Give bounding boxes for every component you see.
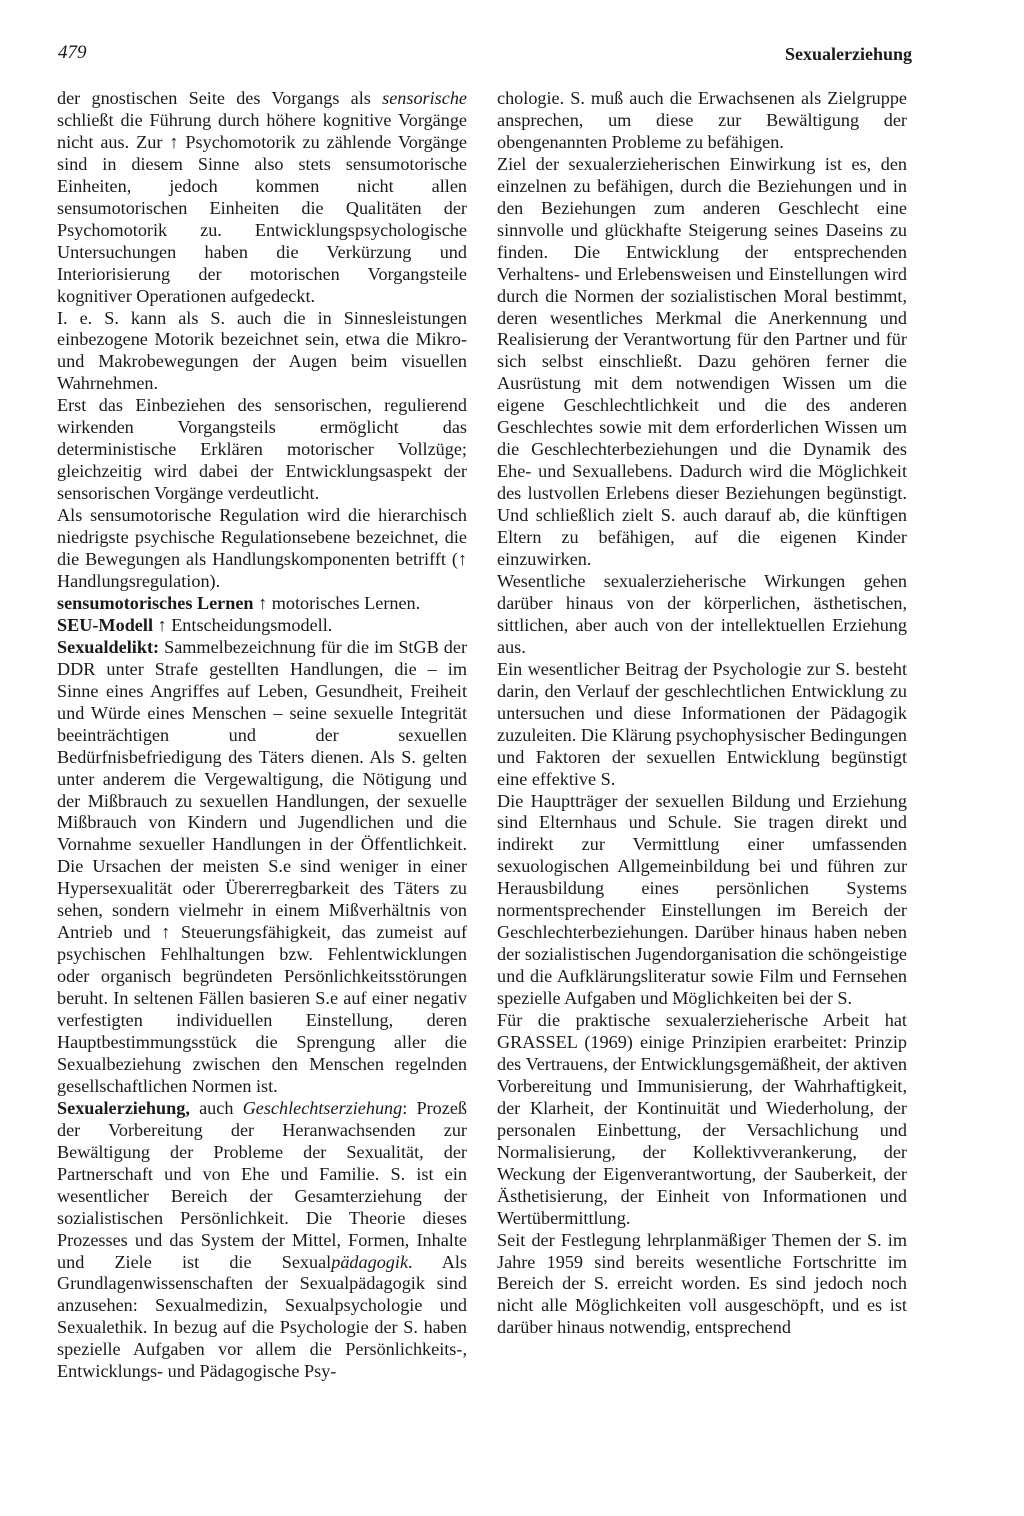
paragraph: Seit der Festlegung lehrplanmäßiger Themen der S. im Jahre 1959 sind bereits wesentliche Fortschritte im Bereich der S. erreicht worden. Es sind jedoch noch nicht alle Möglichkeiten voll ausgeschöpft, und es ist darüber hinaus notwendig, entsprechend — [497, 1229, 907, 1338]
entry-term: Sexualerziehung, — [57, 1097, 190, 1118]
entry-term: sensumotorisches Lernen — [57, 592, 254, 613]
entry-seu-modell: SEU-Modell ↑ Entscheidungsmodell. — [57, 614, 333, 635]
entry-sexualdelikt: Sexualdelikt: Sammelbezeichnung für die im StGB der DDR unter Strafe gestellten Handlungen, die – im Sinne eines Angriffes auf Leben, Gesundheit, Freiheit und Würde eines Menschen – seine sexuelle Integrität beeinträchtigen und der sexuellen Bedürfnisbefriedigung des Täters dienen. Als S. gelten unter anderem die Vergewaltigung, die Nötigung und der Mißbrauch zu sexuellen Handlungen, der sexuelle Mißbrauch von Kindern und Jugendlichen und die Vornahme sexueller Handlungen in der Öffentlichkeit. Die Ursachen der meisten S.e sind weniger in einer Hypersexualität oder Übererregbarkeit des Täters zu sehen, sondern vielmehr in einem Mißverhältnis von Antrieb und ↑ Steuerungsfähigkeit, das zumeist auf psychischen Fehlhaltungen bzw. Fehlentwicklungen oder organisch begründeten Persönlichkeitsstörungen beruht. In seltenen Fällen basieren S.e auf einer negativ verfestigten individuellen Einstellung, deren Hauptbestimmungsstück die Sprengung aller die Sexualbeziehung zwischen den Menschen regelnden gesellschaftlichen Normen ist. — [57, 636, 467, 1096]
paragraph: Als sensumotorische Regulation wird die hierarchisch niedrigste psychische Regulationsebene bezeichnet, die die Bewegungen als Handlungskomponenten betrifft (↑ Handlungsregulation). — [57, 505, 467, 591]
paragraph: Ein wesentlicher Beitrag der Psychologie zur S. besteht darin, den Verlauf der geschlechtlichen Entwicklung zu untersuchen und diese Informationen der Pädagogik zuzuleiten. Die Klärung psychophysischer Bedingungen und Faktoren der sexuellen Entwicklung begünstigt eine effektive S. — [497, 658, 907, 789]
paragraph: Wesentliche sexualerzieherische Wirkungen gehen darüber hinaus von der körperlichen, ästhetischen, sittlichen, aber auch von der intellektuellen Erziehung aus. — [497, 570, 907, 657]
running-head: Sexualerziehung — [784, 44, 912, 64]
right-column — [497, 88, 907, 1339]
paragraph: I. e. S. kann als S. auch die in Sinnesleistungen einbezogene Motorik bezeichnet sein, etwa die Mikro- und Makrobewegungen der Augen beim visuellen Wahrnehmen. — [57, 307, 467, 394]
entry-sensumotorisches-lernen: sensumotorisches Lernen ↑ motorisches Lernen. — [57, 592, 421, 613]
entry-sexualerziehung: Sexualerziehung, auch Geschlechtserziehung: Prozeß der Vorbereitung der Heranwachsenden zur Bewältigung der Probleme der Sexualität, der Partnerschaft und von Ehe und Familie. S. ist ein wesentlicher Bereich der Gesamterziehung der sozialistischen Persönlichkeit. Die Theorie dieses Prozesses und das System der Mittel, Formen, Inhalte und Ziele ist die Sexualpädagogik. Als Grundlagenwissenschaften der Sexualpädagogik sind anzusehen: Sexualmedizin, Sexualpsychologie und Sexualethik. In bezug auf die Psychologie der S. haben spezielle Aufgaben vor allem die Persönlichkeits-, Entwicklungs- und Pädagogische Psy- — [57, 1097, 468, 1382]
term-italic: sensorische — [382, 88, 467, 108]
paragraph: Für die praktische sexualerzieherische Arbeit hat GRASSEL (1969) einige Prinzipien erarbeitet: Prinzip des Vertrauens, der Entwicklungsgemäßheit, der aktiven Vorbereitung und Immunisierung, der Wahrhaftigkeit, der Klarheit, der Kontinuität und Wiederholung, der personalen Einbettung, der Versachlichung und Normalisierung, der Kollektivverankerung, der Weckung der Eigenverantwortung, der Sauberkeit, der Ästhetisierung, der Einheit von Informationen und Wertübermittlung. — [497, 1010, 907, 1228]
paragraph: chologie. S. muß auch die Erwachsenen als Zielgruppe ansprechen, um diese zur Bewältigung der obengenannten Probleme zu befähigen. — [497, 88, 907, 152]
page-number: 479 — [58, 42, 87, 63]
term-italic: Geschlechtserziehung — [242, 1097, 403, 1118]
entry-term: SEU-Modell — [57, 614, 153, 635]
paragraph: Erst das Einbeziehen des sensorischen, regulierend wirkenden Vorgangsteils ermöglicht das deterministische Erklären motorischer Vollzüge; gleichzeitig wird dabei der Entwicklungsaspekt der sensorischen Vorgänge verdeutlicht. — [57, 395, 467, 504]
paragraph: der gnostischen Seite des Vorgangs als sensorische schließt die Führung durch höhere kognitive Vorgänge nicht aus. Zur ↑ Psychomotorik zu zählende Vorgänge sind in diesem Sinne also stets sensumotorische Einheiten, jedoch kommen nicht allen sensumotorischen Einheiten die Qualitäten der Psychomotorik zu. Entwicklungspsychologische Untersuchungen haben die Verkürzung und Interiorisierung der motorischen Vorgangsteile kognitiver Operationen aufgedeckt. — [57, 88, 467, 306]
entry-term: Sexualdelikt: — [57, 636, 160, 657]
paragraph: Ziel der sexualerzieherischen Einwirkung ist es, den einzelnen zu befähigen, durch die Beziehungen und in den Beziehungen zum anderen Geschlecht eine sinnvolle und glückhafte Steigerung seines Daseins zu finden. Die Entwicklung der entsprechenden Verhaltens- und Erlebensweisen und Einstellungen wird durch die Normen der sozialistischen Moral bestimmt, deren wesentliches Merkmal die Anerkennung und Realisierung der Verantwortung für den Partner und für sich selbst einschließt. Dazu gehören ferner die Ausrüstung mit dem notwendigen Wissen um die eigene Geschlechtlichkeit und die des anderen Geschlechtes sowie mit dem erforderlichen Wissen um die Geschlechterbeziehungen und die Dynamik des Ehe- und Sexuallebens. Dadurch wird die Möglichkeit des lustvollen Erlebens dieser Beziehungen begünstigt. Und schließlich zielt S. auch darauf ab, die künftigen Eltern zu befähigen, auf die eigenen Kinder einzuwirken. — [497, 153, 907, 570]
left-column — [57, 88, 467, 1383]
paragraph: Die Hauptträger der sexuellen Bildung und Erziehung sind Elternhaus und Schule. Sie tragen direkt und indirekt zur Vermittlung einer umfassenden sexuologischen Allgemeinbildung bei und führen zur Herausbildung eines persönlichen Systems normentsprechender Einstellungen im Bereich der Geschlechterbeziehungen. Darüber hinaus haben neben der sozialistischen Jugendorganisation die schöngeistige und die Aufklärungsliteratur sowie Film und Fernsehen spezielle Aufgaben und Möglichkeiten bei der S. — [497, 790, 907, 1009]
term-italic: pädagogik — [331, 1251, 409, 1272]
